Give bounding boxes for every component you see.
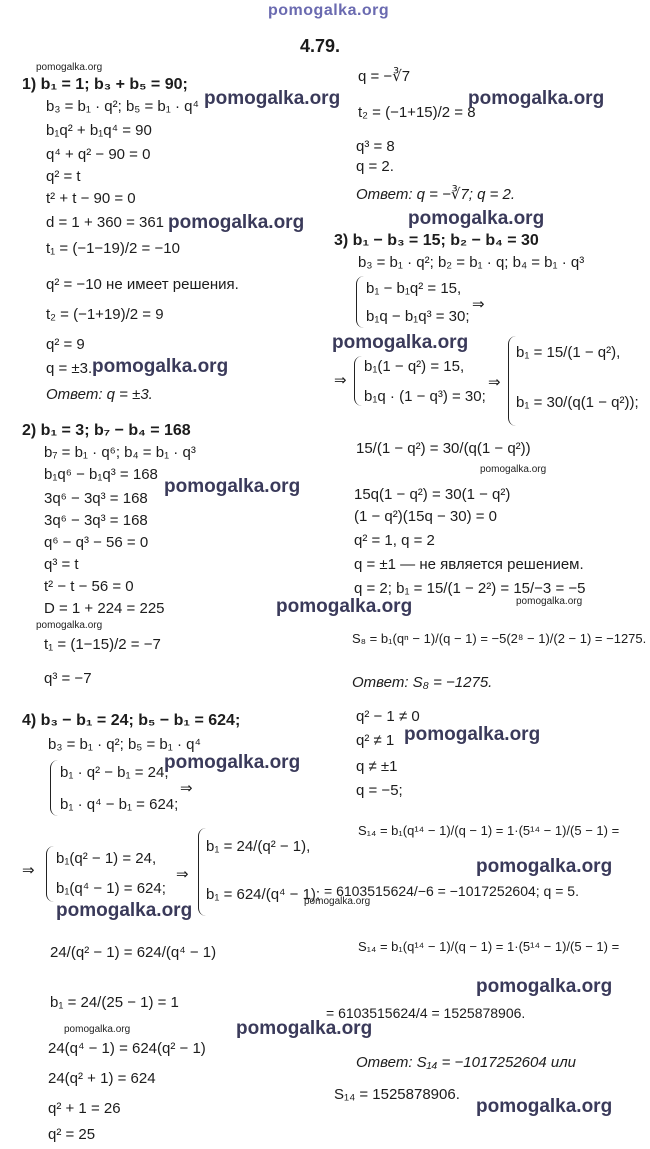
- task2-sextic: q⁶ − q³ − 56 = 0: [44, 534, 149, 551]
- task4-b1: b₁ = 24/(25 − 1) = 1: [50, 994, 179, 1011]
- watermark[interactable]: pomogalka.org: [236, 1018, 373, 1039]
- task2-t1: t₁ = (1−15)/2 = −7: [44, 636, 161, 653]
- task1-quartic: q⁴ + q² − 90 = 0: [46, 146, 151, 163]
- task2-q3: q³ = −7: [44, 670, 92, 687]
- task1-t2: t₂ = (−1+19)/2 = 9: [46, 306, 164, 323]
- task2-given: 2) b₁ = 3; b₇ − b₄ = 168: [22, 422, 191, 439]
- task1-discriminant: d = 1 + 360 = 361: [46, 214, 165, 231]
- task4-s14-value2: = 6103515624/4 = 1525878906.: [326, 1005, 526, 1021]
- implies-arrow: ⇒: [22, 862, 35, 879]
- task-number: 4.79.: [300, 36, 341, 56]
- task3-sys1-eq1: b₁ − b₁q² = 15,: [366, 280, 462, 297]
- task4-sys1-eq1: b₁ · q² − b₁ = 24,: [60, 764, 169, 781]
- task1-q: q = ±3.: [46, 360, 93, 377]
- task1-equation: b₁q² + b₁q⁴ = 90: [46, 122, 152, 139]
- task3-factor: (1 − q²)(15q − 30) = 0: [354, 508, 497, 525]
- watermark[interactable]: pomogalka.org: [476, 856, 613, 877]
- task1-quadratic: t² + t − 90 = 0: [46, 190, 136, 207]
- watermark-small: pomogalka.org: [480, 464, 547, 475]
- watermark[interactable]: pomogalka.org: [56, 900, 193, 921]
- task4-b1-first: b₁ = 24/(q² − 1),: [206, 838, 311, 855]
- watermark-small: pomogalka.org: [516, 596, 583, 607]
- task4-cond2: q² ≠ 1: [356, 732, 395, 749]
- task4-cond3: q ≠ ±1: [356, 758, 398, 775]
- watermark[interactable]: pomogalka.org: [168, 212, 305, 233]
- task3-given: 3) b₁ − b₃ = 15; b₂ − b₄ = 30: [334, 232, 539, 249]
- task1-t1: t₁ = (−1−19)/2 = −10: [46, 240, 180, 257]
- watermark[interactable]: pomogalka.org: [468, 88, 605, 109]
- watermark-small: pomogalka.org: [36, 62, 103, 73]
- watermark[interactable]: pomogalka.org: [276, 596, 413, 617]
- watermark[interactable]: pomogalka.org: [476, 1096, 613, 1117]
- implies-arrow: ⇒: [472, 296, 485, 313]
- task2-sub2: 3q⁶ − 3q³ = 168: [44, 512, 148, 529]
- task1-answer: Ответ: q = ±3.: [46, 386, 153, 403]
- implies-arrow: ⇒: [334, 372, 347, 389]
- task1-no-solution: q² = −10 не имеет решения.: [46, 276, 239, 293]
- task4-sys2-eq1: b₁(q² − 1) = 24,: [56, 850, 157, 867]
- task3-formula: b₃ = b₁ · q²; b₂ = b₁ · q; b₄ = b₁ · q³: [358, 254, 585, 271]
- task3-b1: q = 2; b₁ = 15/(1 − 2²) = 15/−3 = −5: [354, 580, 586, 597]
- task2-answer: Ответ: q = −∛7; q = 2.: [356, 186, 516, 203]
- task3-ratio: 15/(1 − q²) = 30/(q(1 − q²)): [356, 440, 531, 457]
- task4-answer-line1: Ответ: S₁₄ = −1017252604 или: [356, 1054, 577, 1071]
- watermark[interactable]: pomogalka.org: [404, 724, 541, 745]
- implies-arrow: ⇒: [176, 866, 189, 883]
- watermark-small: pomogalka.org: [304, 896, 371, 907]
- task2-discriminant: D = 1 + 224 = 225: [44, 600, 165, 617]
- task1-formula: b₃ = b₁ · q²; b₅ = b₁ · q⁴: [46, 98, 199, 115]
- task3-sys1-eq2: b₁q − b₁q³ = 30;: [366, 308, 470, 325]
- task4-q-neg: q = −5;: [356, 782, 403, 799]
- watermark[interactable]: pomogalka.org: [204, 88, 341, 109]
- task3-b1-second: b₁ = 30/(q(1 − q²));: [516, 394, 639, 411]
- task4-simplify: 24(q² + 1) = 624: [48, 1070, 156, 1087]
- task2-q-root: q = −∛7: [358, 68, 411, 85]
- task3-sys2-eq1: b₁(1 − q²) = 15,: [364, 358, 465, 375]
- top-watermark[interactable]: pomogalka.org: [268, 2, 390, 19]
- task4-ratio: 24/(q² − 1) = 624/(q⁴ − 1): [50, 944, 217, 961]
- watermark[interactable]: pomogalka.org: [332, 332, 469, 353]
- watermark[interactable]: pomogalka.org: [92, 356, 229, 377]
- watermark[interactable]: pomogalka.org: [408, 208, 545, 229]
- task4-q2-plus: q² + 1 = 26: [48, 1100, 121, 1117]
- task2-sub1: 3q⁶ − 3q³ = 168: [44, 490, 148, 507]
- task2-quadratic: t² − t − 56 = 0: [44, 578, 134, 595]
- task3-brace-1: [356, 276, 365, 328]
- task4-q2: q² = 25: [48, 1126, 96, 1143]
- task2-q2: q = 2.: [356, 158, 394, 175]
- task3-reject: q = ±1 — не является решением.: [354, 556, 584, 573]
- task4-sys2-eq2: b₁(q⁴ − 1) = 624;: [56, 880, 166, 897]
- implies-arrow: ⇒: [180, 780, 193, 797]
- task4-sys1-eq2: b₁ · q⁴ − b₁ = 624;: [60, 796, 179, 813]
- watermark[interactable]: pomogalka.org: [164, 752, 301, 773]
- watermark-small: pomogalka.org: [64, 1024, 131, 1035]
- task4-formula: b₃ = b₁ · q²; b₅ = b₁ · q⁴: [48, 736, 201, 753]
- task4-cond1: q² − 1 ≠ 0: [356, 708, 420, 725]
- task2-equation: b₁q⁶ − b₁q³ = 168: [44, 466, 158, 483]
- task4-s14-value1: = 6103515624/−6 = −1017252604; q = 5.: [324, 883, 579, 899]
- task3-brace-2: [354, 356, 363, 406]
- task3-roots: q² = 1, q = 2: [354, 532, 435, 549]
- task1-q2: q² = 9: [46, 336, 85, 353]
- watermark-small: pomogalka.org: [36, 620, 103, 631]
- task2-formula: b₇ = b₁ · q⁶; b₄ = b₁ · q³: [44, 444, 196, 461]
- task3-expand: 15q(1 − q²) = 30(1 − q²): [354, 486, 511, 503]
- task1-given: 1) b₁ = 1; b₃ + b₅ = 90;: [22, 76, 188, 93]
- task3-sys2-eq2: b₁q · (1 − q³) = 30;: [364, 388, 486, 405]
- task2-substitution: q³ = t: [44, 556, 79, 573]
- task1-substitution: q² = t: [46, 168, 81, 185]
- task4-b1-second: b₁ = 624/(q⁴ − 1);: [206, 886, 321, 903]
- task4-expand: 24(q⁴ − 1) = 624(q² − 1): [48, 1040, 206, 1057]
- implies-arrow: ⇒: [488, 374, 501, 391]
- watermark[interactable]: pomogalka.org: [476, 976, 613, 997]
- task4-brace-2: [46, 846, 55, 902]
- task2-q3-8: q³ = 8: [356, 138, 395, 155]
- watermark[interactable]: pomogalka.org: [164, 476, 301, 497]
- task4-brace-1: [50, 760, 59, 816]
- task4-given: 4) b₃ − b₁ = 24; b₅ − b₁ = 624;: [22, 712, 241, 729]
- task3-b1-first: b₁ = 15/(1 − q²),: [516, 344, 621, 361]
- task3-answer: Ответ: S₈ = −1275.: [352, 674, 493, 691]
- task4-answer-line2: S₁₄ = 1525878906.: [334, 1086, 460, 1103]
- task2-t2: t₂ = (−1+15)/2 = 8: [358, 104, 476, 121]
- task3-s8: S₈ = b₁(qⁿ − 1)/(q − 1) = −5(2⁸ − 1)/(2 − 1) = −1275.: [352, 631, 647, 646]
- task4-s14-second: S₁₄ = b₁(q¹⁴ − 1)/(q − 1) = 1·(5¹⁴ − 1)/(5 − 1) =: [358, 939, 620, 954]
- task4-s14-first: S₁₄ = b₁(q¹⁴ − 1)/(q − 1) = 1·(5¹⁴ − 1)/(5 − 1) =: [358, 823, 620, 838]
